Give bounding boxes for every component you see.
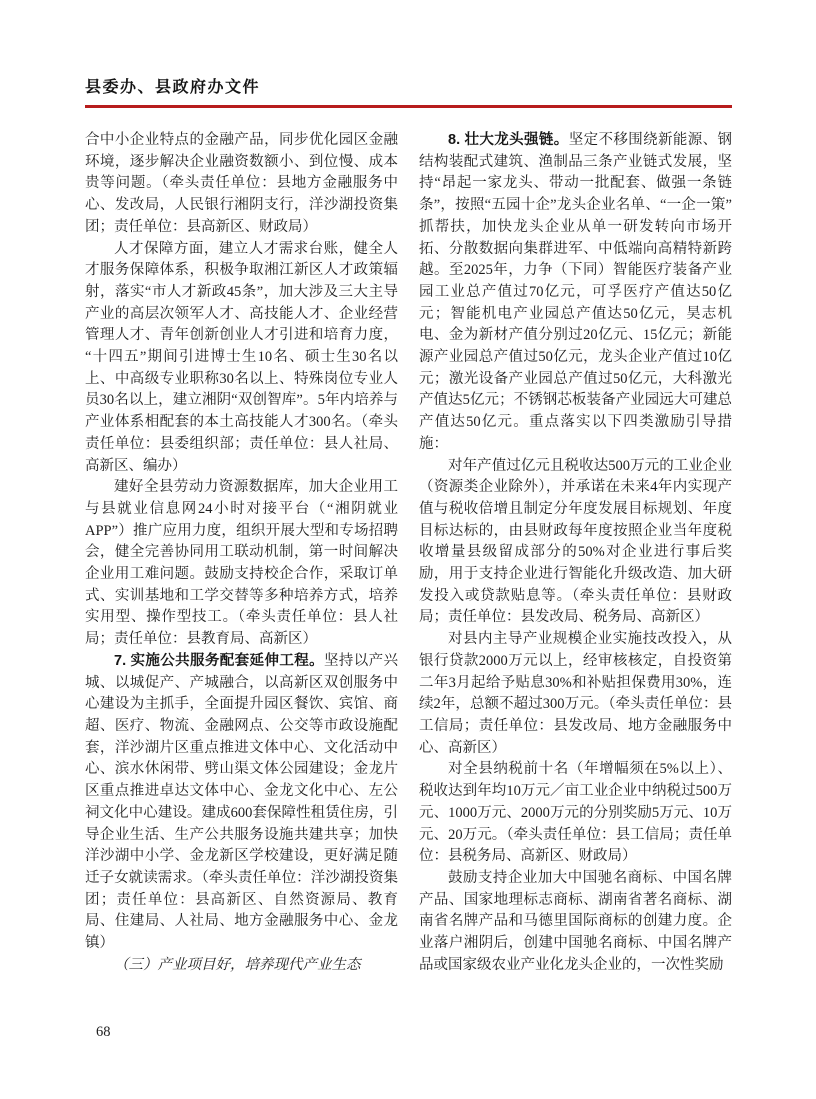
paragraph-lead: 8. 壮大龙头强链。 <box>448 132 569 148</box>
paragraph-text: 建好全县劳动力资源数据库，加大企业用工与县就业信息网24小时对接平台（“湘阴就业APP”）推广应用力度，组织开展大型和专场招聘会，健全完善协同用工联动机制，第一时间解决企业用工难问题。鼓励支持校企合作，采取订单式、实训基地和工学交替等多种培养方式，培养实用型、操作型技工。（牵头责任单位：县人社局；责任单位：县教育局、高新区） <box>85 479 398 648</box>
right-column <box>419 130 732 976</box>
paragraph-text: 鼓励支持企业加大中国驰名商标、中国名牌产品、国家地理标志商标、湖南省著名商标、湖南省名牌产品和马德里国际商标的创建力度。企业落户湘阴后，创建中国驰名商标、中国名牌产品或国家级农业产业化龙头企业的，一次性奖励 <box>419 869 732 973</box>
paragraph-text: 对年产值过亿元且税收达500万元的工业企业（资源类企业除外），并承诺在未来4年内实现产值与税收倍增且制定分年度发展目标规划、年度目标达标的，由县财政每年度按照企业当年度税收增量县级留成部分的50%对企业进行事后奖励，用于支持企业进行智能化升级改造、加大研发投入或贷款贴息等。（牵头责任单位：县财政局；责任单位：县发改局、税务局、高新区） <box>419 457 732 626</box>
paragraph-text: 对县内主导产业规模企业实施技改投入，从银行贷款2000万元以上，经审核核定，自投资第二年3月起给予贴息30%和补贴担保费用30%，连续2年，总额不超过300万元。（牵头责任单位：县工信局；责任单位：县发改局、地方金融服务中心、高新区） <box>419 631 732 756</box>
paragraph-text: （三）产业项目好，培养现代产业生态 <box>114 956 361 973</box>
paragraph <box>85 130 398 239</box>
document-header <box>85 74 732 108</box>
page-number: 68 <box>96 1024 111 1040</box>
header-rule <box>85 105 732 108</box>
header-title: 县委办、县政府办文件 <box>85 79 261 96</box>
paragraph-text: 合中小企业特点的金融产品，同步优化园区金融环境，逐步解决企业融资数额小、到位慢、成本贵等问题。（牵头责任单位：县地方金融服务中心、发改局，人民银行湘阴支行，洋沙湖投资集团；责任单位：县高新区、财政局） <box>85 132 398 235</box>
paragraph <box>419 130 732 456</box>
paragraph-text: 坚定不移围绕新能源、钢结构装配式建筑、渔制品三条产业链式发展，坚持“昂起一家龙头、带动一批配套、做强一条链条”，按照“五园十企”龙头企业名单、“一企一策”抓帮扶，加快龙头企业从单一研发转向市场开拓、分散数据向集群进军、中低端向高精特新跨越。至2025年，力争（下同）智能医疗装备产业园工业总产值过70亿元，可孚医疗产值达50亿元；智能机电产业园总产值达50亿元，昊志机电、金为新材产值分别过20亿元、15亿元；新能源产业园总产值过50亿元，龙头企业产值过10亿元；激光设备产业园总产值过50亿元，大科激光产值达5亿元；不锈钢芯板装备产业园远大可建总产值达50亿元。重点落实以下四类激励引导措施： <box>419 132 733 452</box>
paragraph <box>419 868 732 977</box>
section-heading <box>85 955 398 977</box>
paragraph-text: 坚持以产兴城、以城促产、产城融合，以高新区双创服务中心建设为主抓手，全面提升园区餐饮、宾馆、商超、医疗、物流、金融网点、公交等市政设施配套，洋沙湖片区重点推进文体中心、文化活动中心、滨水休闲带、劈山渠文体公园建设；金龙片区重点推进卓达文体中心、金龙文化中心、左公祠文化中心建设。建成600套保障性租赁住房，引导企业生活、生产公共服务设施共建共享；加快洋沙湖中小学、金龙新区学校建设，更好满足随迁子女就读需求。（牵头责任单位：洋沙湖投资集团；责任单位：县高新区、自然资源局、教育局、住建局、人社局、地方金融服务中心、金龙镇） <box>85 652 398 952</box>
paragraph-text: 人才保障方面，建立人才需求台账，健全人才服务保障体系，积极争取湘江新区人才政策辐射，落实“市人才新政45条”，加大涉及三大主导产业的高层次领军人才、高技能人才、企业经营管理人才、青年创新创业人才引进和培育力度，“十四五”期间引进博士生10名、硕士生30名以上、中高级专业职称30名以上、特殊岗位专业人员30名以上，建立湘阴“双创智库”。5年内培养与产业体系相配套的本土高技能人才300名。（牵头责任单位：县委组织部；责任单位：县人社局、高新区、编办） <box>85 240 398 474</box>
paragraph <box>85 477 398 651</box>
paragraph <box>419 629 732 759</box>
paragraph <box>85 651 398 955</box>
paragraph-text: 对全县纳税前十名（年增幅须在5%以上）、税收达到年均10万元／亩工业企业中纳税过500万元、1000万元、2000万元的分别奖励5万元、10万元、20万元。（牵头责任单位：县工信局；责任单位：县税务局、高新区、财政局） <box>419 761 732 865</box>
paragraph <box>85 239 398 478</box>
paragraph <box>419 759 732 868</box>
paragraph <box>419 456 732 630</box>
paragraph-lead: 7. 实施公共服务配套延伸工程。 <box>114 652 324 669</box>
two-column-body <box>85 130 732 976</box>
left-column <box>85 130 398 976</box>
